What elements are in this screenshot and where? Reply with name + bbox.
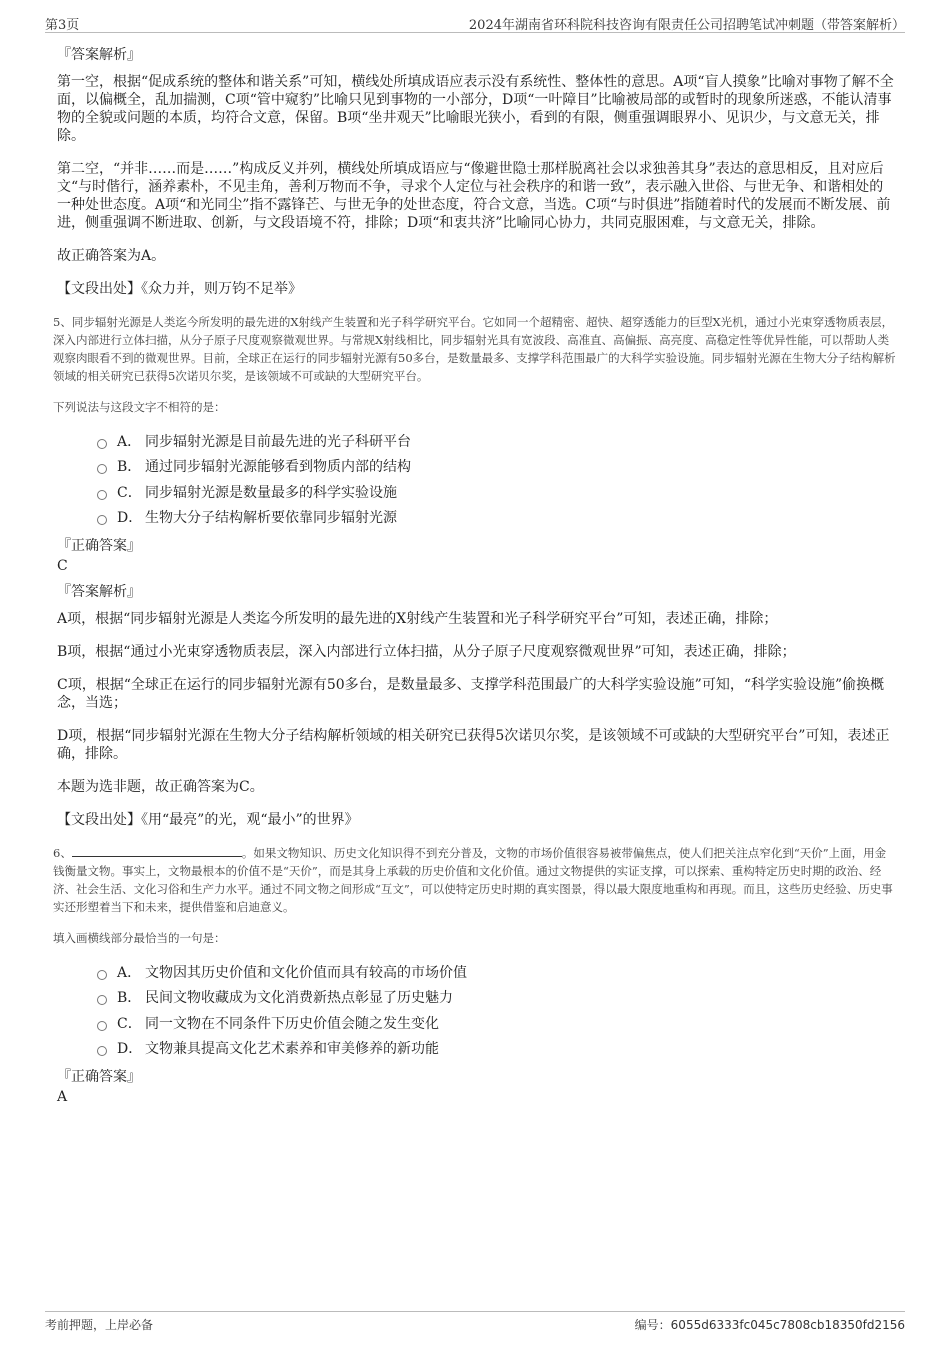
- q5-conclusion: 本题为选非题，故正确答案为C。: [57, 779, 264, 795]
- q4-conclusion: 故正确答案为A。: [57, 248, 166, 264]
- radio-icon[interactable]: [97, 439, 107, 449]
- q6-answer-label: 『正确答案』: [57, 1069, 141, 1085]
- q6-answer: A: [57, 1089, 68, 1105]
- option-letter: D．: [117, 1041, 143, 1058]
- page-footer: [45, 1311, 905, 1337]
- q4-source: 【文段出处】《众力并，则万钧不足举》: [57, 281, 302, 297]
- q5-question: 下列说法与这段文字不相符的是：: [53, 400, 226, 414]
- q5-option-d[interactable]: [97, 506, 897, 532]
- q5-source: 【文段出处】《用“最亮”的光，观“最小”的世界》: [57, 812, 359, 828]
- option-text: 同步辐射光源是目前最先进的光子科研平台: [145, 433, 411, 450]
- radio-icon[interactable]: [97, 515, 107, 525]
- option-text: 同步辐射光源是数量最多的科学实验设施: [145, 484, 397, 501]
- option-text: 民间文物收藏成为文化消费新热点彰显了历史魅力: [145, 990, 453, 1007]
- q5-analysis-label: 『答案解析』: [57, 584, 141, 600]
- radio-icon[interactable]: [97, 490, 107, 500]
- page-header: [45, 12, 905, 33]
- radio-icon[interactable]: [97, 1021, 107, 1031]
- q6-option-c[interactable]: [97, 1011, 897, 1037]
- q5-analysis-d: D项，根据“同步辐射光源在生物大分子结构解析领域的相关研究已获得5次诺贝尔奖，是该领域不可或缺的大型研究平台”可知，表述正确，排除。: [57, 728, 890, 762]
- option-text: 通过同步辐射光源能够看到物质内部的结构: [145, 459, 411, 476]
- radio-icon[interactable]: [97, 1046, 107, 1056]
- radio-icon[interactable]: [97, 970, 107, 980]
- radio-icon[interactable]: [97, 464, 107, 474]
- code-label: 编号：: [634, 1318, 671, 1332]
- q6-question: 填入画横线部分最恰当的一句是：: [53, 931, 226, 945]
- option-letter: A．: [117, 964, 142, 981]
- q4-analysis-label: 『答案解析』: [57, 47, 141, 63]
- q6-passage: [53, 844, 897, 916]
- q6-option-d[interactable]: [97, 1037, 897, 1063]
- q5-option-a[interactable]: [97, 429, 897, 455]
- q5-option-c[interactable]: [97, 480, 897, 506]
- option-letter: C．: [117, 1015, 142, 1032]
- q5-analysis-a: A项，根据“同步辐射光源是人类迄今所发明的最先进的X射线产生装置和光子科学研究平台”可知，表述正确，排除；: [57, 611, 778, 627]
- q5-answer-label: 『正确答案』: [57, 538, 141, 554]
- option-letter: C．: [117, 484, 142, 501]
- option-text: 同一文物在不同条件下历史价值会随之发生变化: [145, 1015, 439, 1032]
- q5-options: [57, 429, 897, 531]
- document-code: [635, 1316, 905, 1333]
- option-letter: A．: [117, 433, 142, 450]
- q5-option-b[interactable]: [97, 455, 897, 481]
- page-number: 第3页: [45, 18, 80, 33]
- q6-options: [57, 960, 897, 1062]
- code-value: 6055d6333fc045c7808cb18350fd2156: [670, 1318, 905, 1332]
- q6-passage-text: 。如果文物知识、历史文化知识得不到充分普及，文物的市场价值很容易被带偏焦点，使人们把关注点窄化到“天价”上面，用金钱衡量文物。事实上，文物最根本的价值不是“天价”，而是其身上承载的历史价值和文化价值。通过文物提供的实证支撑，可以探索、重构特定历史时期的政治、经济、社会生活、文化习俗和生产力水平。通过不同文物之间形成“互文”，可以使特定历史时期的真实图景，得以最大限度地重构和再现。而且，这些历史经验、历史事实还形塑着当下和未来，提供借鉴和启迪意义。: [53, 846, 893, 914]
- q5-analysis-b: B项，根据“通过小光束穿透物质表层，深入内部进行立体扫描，从分子原子尺度观察微观世界”可知，表述正确，排除；: [57, 644, 796, 660]
- page-content: [53, 46, 897, 1114]
- document-title: 2024年湖南省环科院科技咨询有限责任公司招聘笔试冲刺题（带答案解析）: [468, 18, 905, 33]
- q5-analysis-c: C项，根据“全球正在运行的同步辐射光源有50多台，是数量最多、支撑学科范围最广的大科学实验设施”可知，“科学实验设施”偷换概念，当选；: [57, 677, 885, 711]
- q6-option-b[interactable]: [97, 986, 897, 1012]
- q6-option-a[interactable]: [97, 960, 897, 986]
- option-text: 生物大分子结构解析要依靠同步辐射光源: [145, 510, 397, 527]
- option-text: 文物因其历史价值和文化价值而具有较高的市场价值: [145, 964, 467, 981]
- option-text: 文物兼具提高文化艺术素养和审美修养的新功能: [145, 1041, 439, 1058]
- option-letter: B．: [117, 459, 142, 476]
- radio-icon[interactable]: [97, 995, 107, 1005]
- option-letter: D．: [117, 510, 143, 527]
- q5-answer: C: [57, 558, 68, 574]
- q4-analysis-para1: 第一空，根据“促成系统的整体和谐关系”可知，横线处所填成语应表示没有系统性、整体性的意思。A项“盲人摸象”比喻对事物了解不全面，以偏概全，乱加揣测，C项“管中窥豹”比喻只见到事物的一小部分，D项“一叶障目”比喻被局部的或暂时的现象所迷惑，不能认清事物的全貌或问题的本质，均符合文意，保留。B项“坐井观天”比喻眼光狭小，看到的有限，侧重强调眼界小、见识少，与文意无关，排除。: [57, 74, 894, 144]
- footer-slogan: 考前押题，上岸必备: [45, 1318, 154, 1332]
- q6-number: 6、: [53, 846, 72, 860]
- fill-blank-line: [72, 845, 242, 857]
- option-letter: B．: [117, 990, 142, 1007]
- q4-analysis-para2: 第二空，“并非……而是……”构成反义并列，横线处所填成语应与“像避世隐士那样脱离社会以求独善其身”表达的意思相反，且对应后文“与时偕行，涵养素朴，不见圭角，善利万物而不争，寻求个人定位与社会秩序的和谐一致”，表示融入世俗、与世无争、和谐相处的一种处世态度。A项“和光同尘”指不露锋芒、与世无争的处世态度，符合文意，当选。C项“与时俱进”指随着时代的发展而不断发展、前进，侧重强调不断进取、创新，与文段语境不符，排除；D项“和衷共济”比喻同心协力，共同克服困难，与文意无关，排除。: [57, 161, 891, 231]
- q5-passage: 5、同步辐射光源是人类迄今所发明的最先进的X射线产生装置和光子科学研究平台。它如同一个超精密、超快、超穿透能力的巨型X光机，通过小光束穿透物质表层，深入内部进行立体扫描，从分子原子尺度观察微观世界。与常规X射线相比，同步辐射光具有宽波段、高准直、高偏振、高亮度、高稳定性等优异性能，可以帮助人类观察肉眼看不到的微观世界。目前，全球正在运行的同步辐射光源有50多台，是数量最多、支撑学科范围最广的大科学实验设施。同步辐射光源在生物大分子结构解析领域的相关研究已获得5次诺贝尔奖，是该领域不可或缺的大型研究平台。: [53, 315, 896, 383]
